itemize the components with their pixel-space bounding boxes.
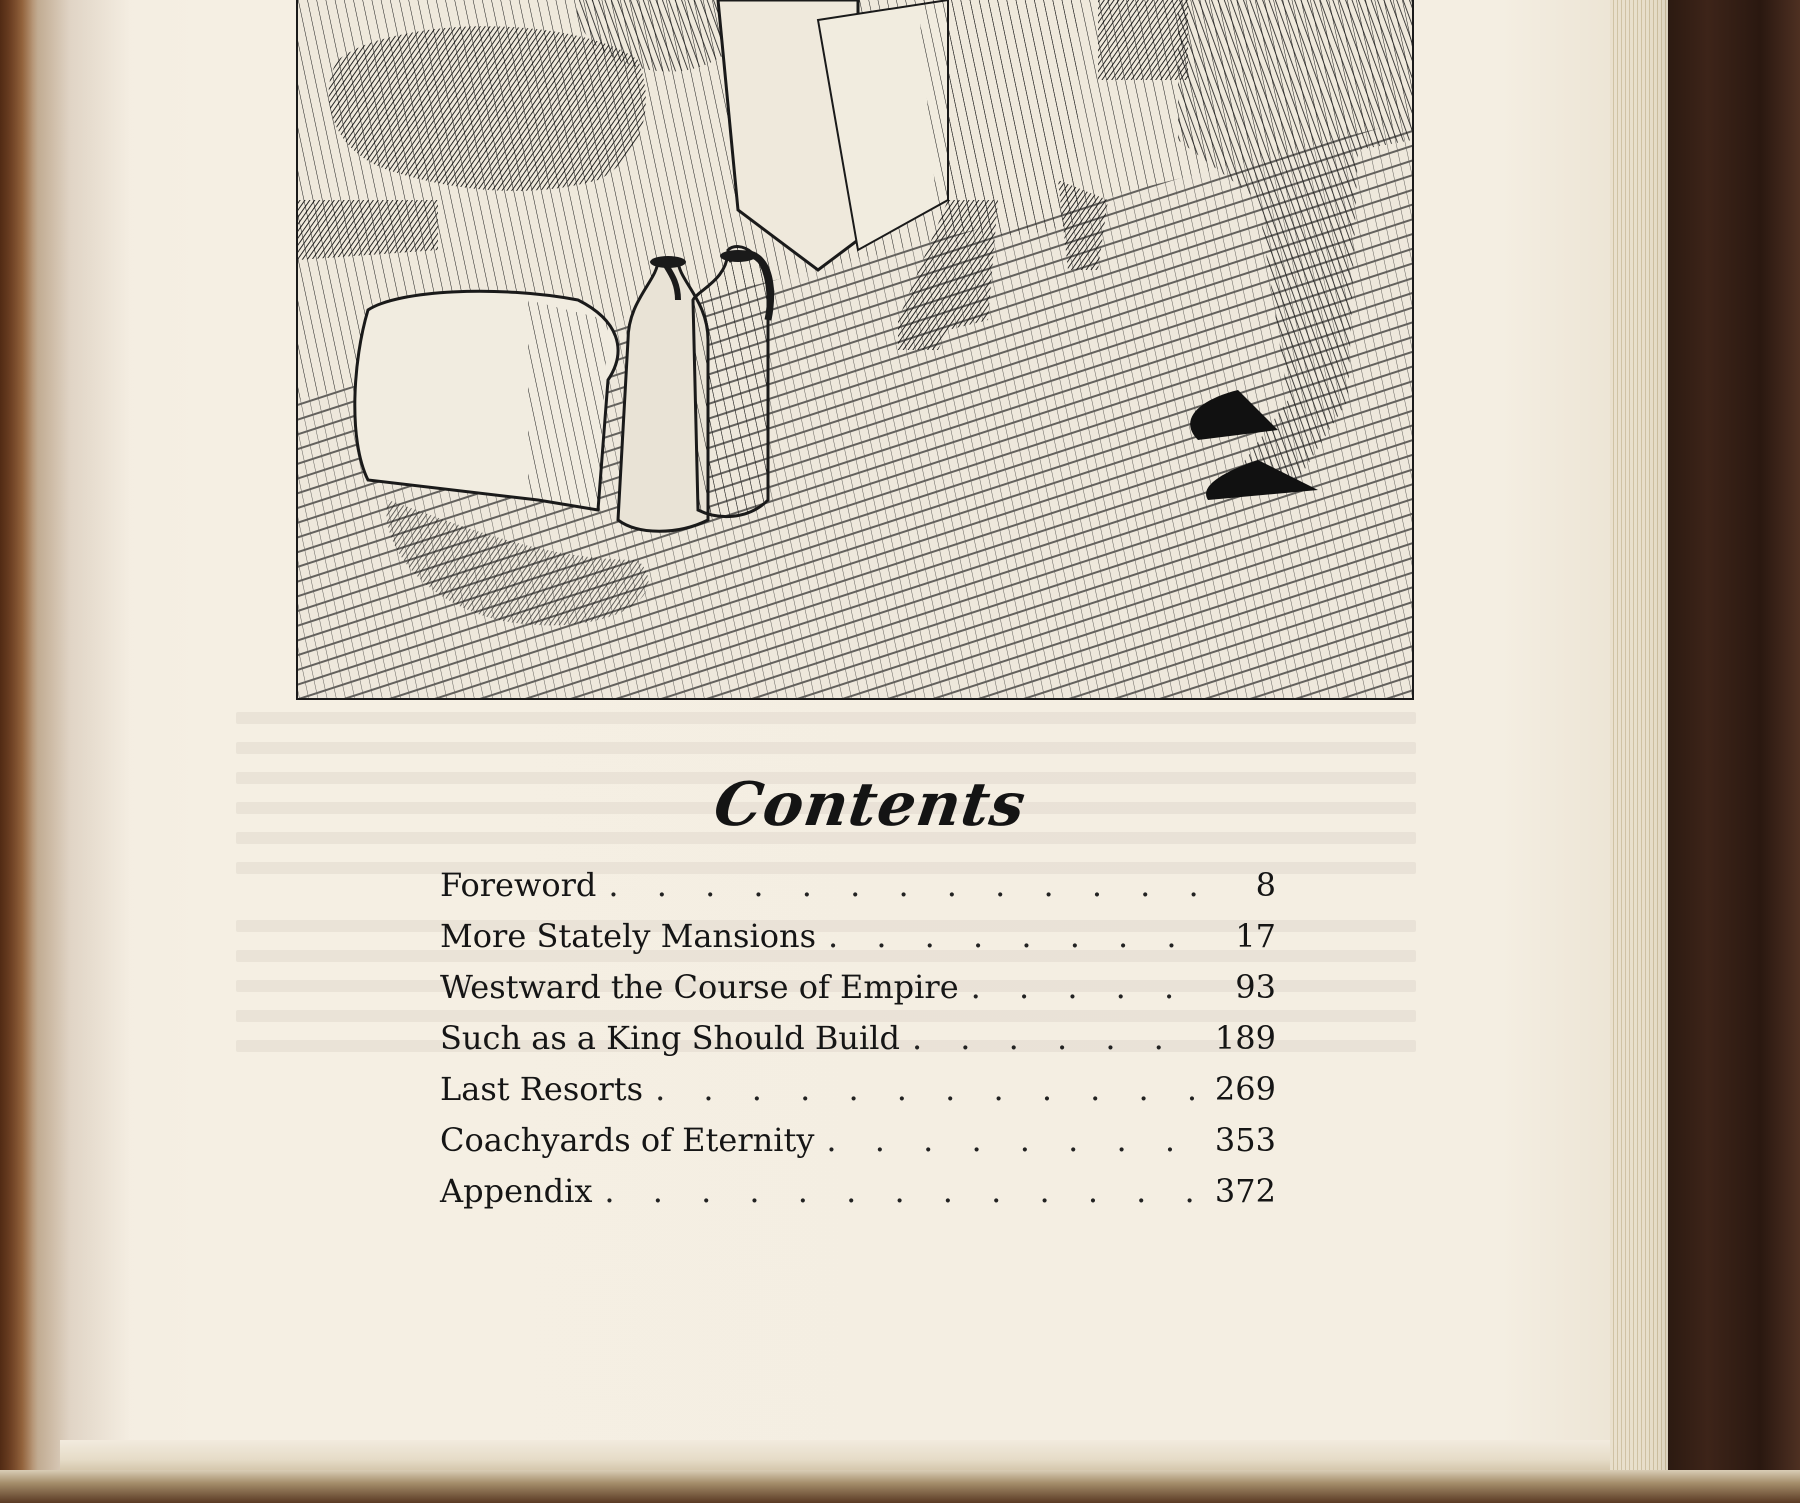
bleed-through-line <box>236 742 1416 754</box>
toc-entry-more-stately-mansions[interactable] <box>440 917 1276 968</box>
toc-entry-page: 93 <box>1235 968 1276 1006</box>
toc-leader-dots <box>828 917 1204 955</box>
toc-entry-coachyards[interactable] <box>440 1121 1276 1172</box>
table-of-contents <box>440 866 1276 1223</box>
toc-entry-page: 17 <box>1235 917 1276 955</box>
toc-entry-label: Westward the Course of Empire <box>440 968 959 1006</box>
toc-entry-label: Last Resorts <box>440 1070 644 1108</box>
toc-entry-label: Appendix <box>440 1172 593 1210</box>
toc-entry-appendix[interactable] <box>440 1172 1276 1223</box>
toc-leader-dots <box>912 1019 1203 1057</box>
toc-entry-label: Coachyards of Eternity <box>440 1121 815 1159</box>
toc-entry-label: More Stately Mansions <box>440 917 816 955</box>
page-gutter-shadow <box>0 0 130 1503</box>
toc-leader-dots <box>604 1172 1203 1210</box>
toc-entry-page: 353 <box>1214 1121 1276 1159</box>
toc-entry-page: 189 <box>1214 1019 1276 1057</box>
toc-leader-dots <box>608 866 1204 904</box>
toc-leader-dots <box>655 1070 1203 1108</box>
toc-entry-page: 372 <box>1214 1172 1276 1210</box>
toc-leader-dots <box>971 968 1204 1006</box>
toc-entry-last-resorts[interactable] <box>440 1070 1276 1121</box>
toc-entry-label: Foreword <box>440 866 597 904</box>
toc-entry-page: 269 <box>1214 1070 1276 1108</box>
toc-leader-dots <box>826 1121 1203 1159</box>
engraving-illustration <box>296 0 1414 700</box>
toc-entry-foreword[interactable] <box>440 866 1276 917</box>
toc-entry-label: Such as a King Should Build <box>440 1019 900 1057</box>
book-cover-bottom <box>0 1470 1800 1503</box>
page-bottom-edge <box>60 1440 1620 1472</box>
toc-entry-westward[interactable] <box>440 968 1276 1019</box>
page-edge-stack <box>1610 0 1670 1503</box>
toc-entry-such-as-a-king[interactable] <box>440 1019 1276 1070</box>
contents-heading: Contents <box>709 770 1031 840</box>
toc-entry-page: 8 <box>1255 866 1276 904</box>
bleed-through-line <box>236 712 1416 724</box>
book-cover-right <box>1668 0 1800 1503</box>
